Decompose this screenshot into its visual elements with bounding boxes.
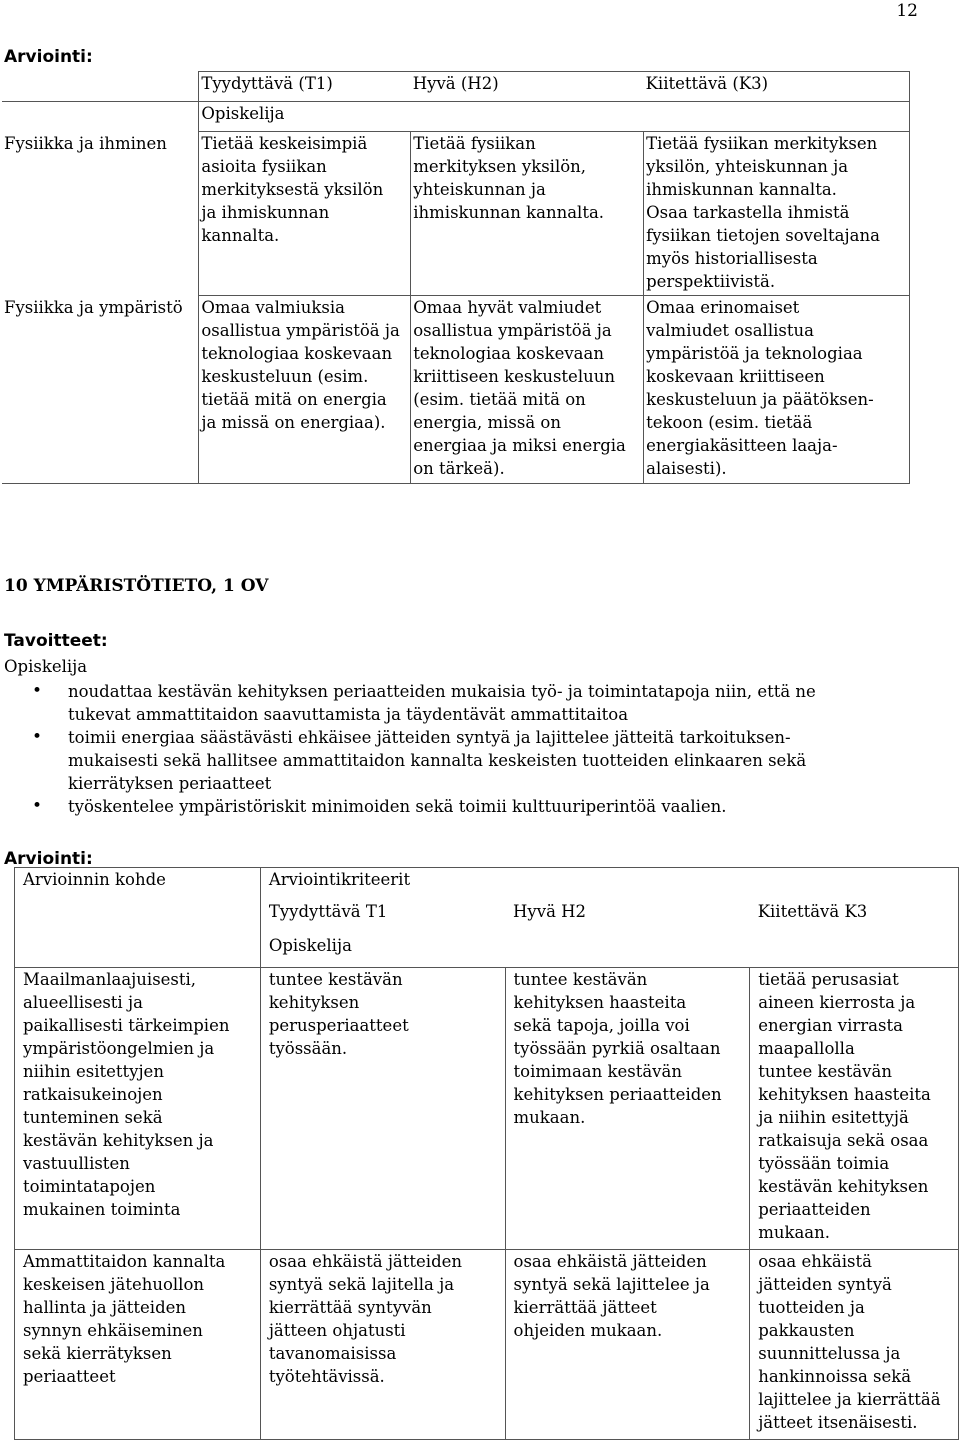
header-t1: Tyydyttävä (T1): [199, 72, 411, 102]
row-k3: Omaa erinomaiset valmiudet osallistua ympäristöä ja teknologiaa koskevaan kriittiseen keskusteluun ja päätöksen- tekoon (esim. tietää energiakäsitteen laaja- alaisesti).: [644, 296, 910, 484]
list-item: • toimii energiaa säästävästi ehkäisee jätteiden syntyä ja lajittelee jätteitä tarkoituksen- mukaisesti sekä hallitsee ammattitaidon kannalta keskeisten tuotteiden elinkaaren sekä kierrätyksen periaatteet: [32, 726, 932, 795]
student-label: Opiskelija: [260, 934, 958, 968]
tavoitteet-heading: Tavoitteet:: [4, 631, 108, 651]
row-k3: Tietää fysiikan merkityksen yksilön, yhteiskunnan ja ihmiskunnan kannalta. Osaa tarkastella ihmistä fysiikan tietojen soveltajana myös historiallisesta perspektiivistä.: [644, 132, 910, 296]
row-t1: Tietää keskeisimpiä asioita fysiikan merkityksestä yksilön ja ihmiskunnan kannalta.: [199, 132, 411, 296]
row-h2: osaa ehkäistä jätteiden syntyä sekä lajittelee ja kierrättää jätteet ohjeiden mukaan.: [505, 1250, 750, 1440]
col-target-header: Arvioinnin kohde: [15, 868, 261, 968]
row-k3: tietää perusasiat aineen kierrosta ja energian virrasta maapallolla tuntee kestävän kehityksen haasteita ja niihin esitettyjä ratkaisuja sekä osaa työssään toimia kestävän kehityksen periaatteiden mukaan.: [750, 968, 959, 1250]
arviointi-heading: Arviointi:: [4, 47, 93, 67]
list-item: • työskentelee ympäristöriskit minimoiden sekä toimii kulttuuriperintöä vaalien.: [32, 795, 932, 818]
row-h2: tuntee kestävän kehityksen haasteita sekä tapoja, joilla voi työssään pyrkiä osaltaan toimimaan kestävän kehityksen periaatteiden mukaan.: [505, 968, 750, 1250]
row-t1: osaa ehkäistä jätteiden syntyä sekä lajitella ja kierrättää syntyvän jätteen ohjatusti tavanomaisissa työtehtävissä.: [260, 1250, 505, 1440]
header-k3: Kiitettävä (K3): [644, 72, 910, 102]
header-h2: Hyvä H2: [513, 901, 587, 921]
row-target: Maailmanlaajuisesti, alueellisesti ja paikallisesti tärkeimpien ympäristöongelmien ja niihin esitettyjen ratkaisukeinojen tunteminen sekä kestävän kehityksen ja vastuullisten toimintatapojen mukainen toiminta: [15, 968, 261, 1250]
row-target: Fysiikka ja ympäristö: [2, 296, 199, 484]
row-t1: tuntee kestävän kehityksen perusperiaatteet työssään.: [260, 968, 505, 1250]
header-h2: Hyvä (H2): [411, 72, 644, 102]
assessment-table-physics: [2, 71, 910, 484]
table-row: [15, 968, 959, 1250]
row-h2: Omaa hyvät valmiudet osallistua ympäristöä ja teknologiaa koskevaan kriittiseen keskusteluun (esim. tietää mitä on energia, missä on energiaa ja miksi energia on tärkeä).: [411, 296, 644, 484]
table-row: [15, 1250, 959, 1440]
list-item: • noudattaa kestävän kehityksen periaatteiden mukaisia työ- ja toimintatapoja niin, että ne tukevat ammattitaidon saavuttamista ja täydentävät ammattitaitoa: [32, 680, 932, 726]
header-k3: Kiitettävä K3: [750, 900, 959, 934]
student-label: Opiskelija: [4, 657, 88, 676]
page-number: 12: [896, 1, 918, 21]
row-t1: Omaa valmiuksia osallistua ympäristöä ja teknologiaa koskevaan keskusteluun (esim. tietää mitä on energia ja missä on energiaa).: [199, 296, 411, 484]
row-h2: Tietää fysiikan merkityksen yksilön, yhteiskunnan ja ihmiskunnan kannalta.: [411, 132, 644, 296]
assessment-table-environment: [14, 867, 959, 1440]
objectives-list: [32, 680, 932, 818]
row-target: Fysiikka ja ihminen: [2, 132, 199, 296]
student-label: Opiskelija: [199, 102, 910, 132]
row-k3: osaa ehkäistä jätteiden syntyä tuotteiden ja pakkausten suunnittelussa ja hankinnoissa sekä lajittelee ja kierrättää jätteet itsenäisesti.: [750, 1250, 959, 1440]
table-row: [2, 296, 910, 484]
table-row: [2, 132, 910, 296]
arviointi-heading-2: Arviointi:: [4, 849, 93, 869]
col-criteria-header: Arviointikriteerit: [260, 868, 958, 900]
row-target: Ammattitaidon kannalta keskeisen jätehuollon hallinta ja jätteiden synnyn ehkäiseminen sekä kierrätyksen periaatteet: [15, 1250, 261, 1440]
header-t1: Tyydyttävä T1: [260, 900, 505, 934]
section-heading: 10 YMPÄRISTÖTIETO, 1 OV: [4, 576, 269, 596]
